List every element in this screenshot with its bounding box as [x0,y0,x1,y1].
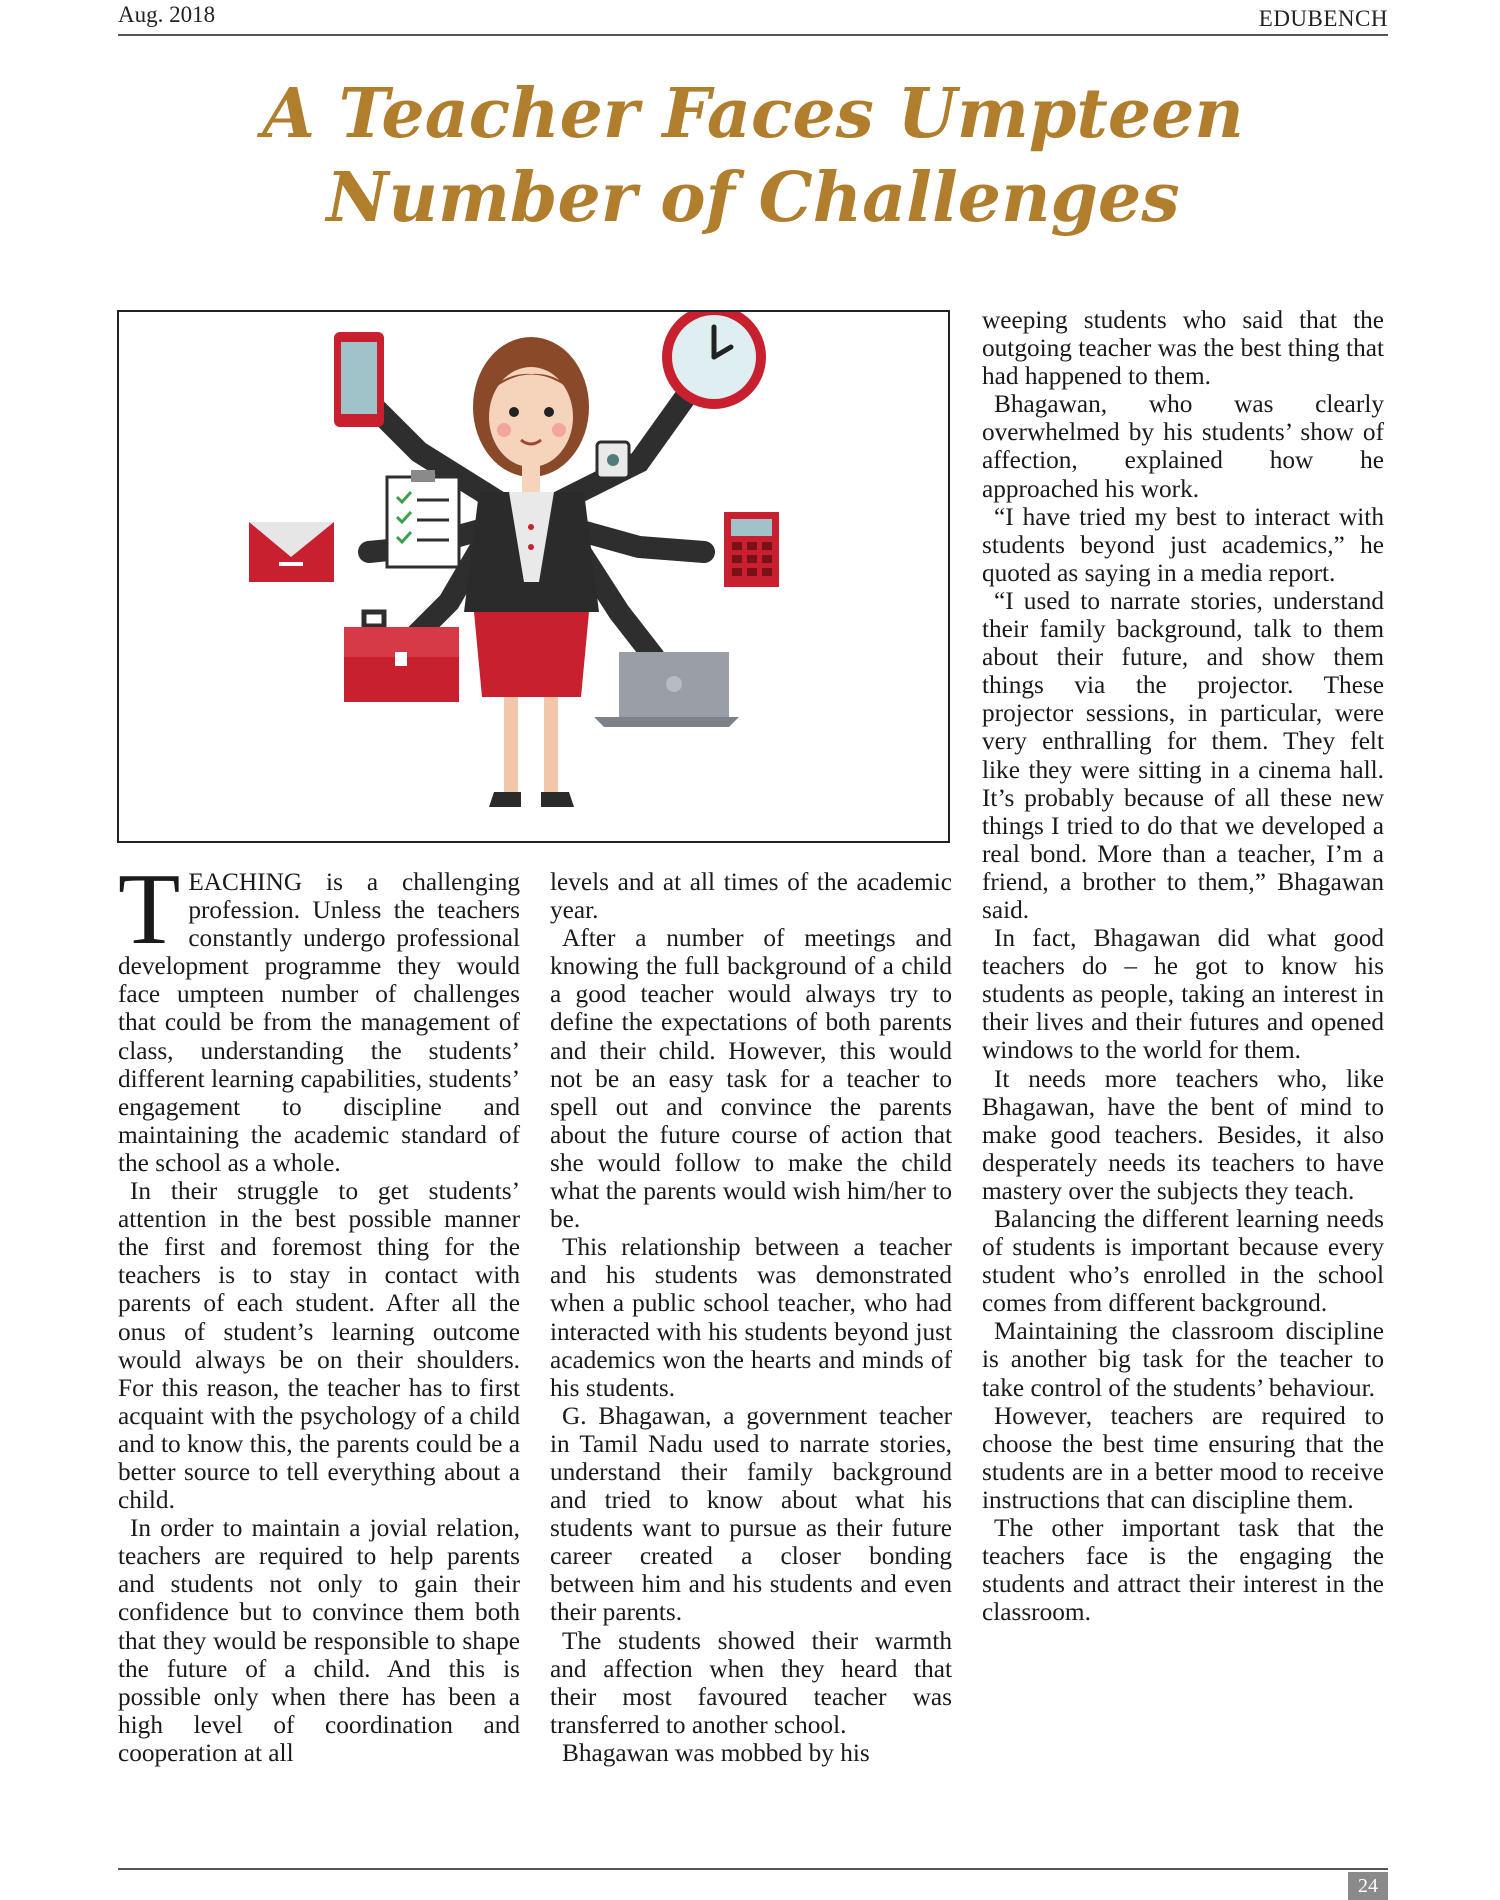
paragraph: This relationship between a teacher and his students was demonstrated when a public school teacher, who had interacted with his students beyond just academics won the hearts and minds of his students. [550,1233,952,1402]
paragraph: weeping students who said that the outgoing teacher was the best thing that had happened to them. [982,306,1384,391]
paragraph: “I used to narrate stories, understand their family background, talk to them about their future, and show them things via the projector. These projector sessions, in particular, were very enthralling for them. They felt like they were sitting in a cinema hall. It’s probably because of all these new things I tried to do that we developed a real bond. More than a teacher, I’m a friend, a brother to them,” Bhagawan said. [982,586,1384,924]
paragraph: It needs more teachers who, like Bhagawan, have the bent of mind to make good teachers. Besides, it also desperately needs its teachers to have mastery over the subjects they teach. [982,1064,1384,1205]
header-brand: EDUBENCH [1258,6,1388,31]
clipboard-icon [387,470,459,567]
header-date: Aug. 2018 [118,2,216,27]
dropcap: T [118,853,181,966]
laptop-icon [594,652,739,727]
paragraph: In fact, Bhagawan did what good teachers do – he got to know his students as people, taking an interest in their lives and their futures and opened windows to the world for them. [982,924,1384,1065]
teacher-figure [464,337,599,807]
paragraph: Balancing the different learning needs of students is important because every student who’s enrolled in the school comes from different background. [982,1205,1384,1318]
multitasking-teacher-illustration [119,312,948,841]
paragraph: In their struggle to get students’ attention in the best possible manner the first and foremost thing for the teachers is to stay in contact with parents of each student. After all the onus of student’s learning outcome would always be on their shoulders. For this reason, the teacher has to first acquaint with the psychology of a child and to know this, the parents could be a better source to tell everything about a child. [118,1177,520,1515]
paragraph: Bhagawan, who was clearly overwhelmed by his students’ show of affection, explained how he approached his work. [982,390,1384,503]
paragraph [118,853,520,1177]
footer-rule [118,1868,1388,1870]
envelope-icon [249,522,334,582]
calculator-icon [724,512,779,587]
paragraph: levels and at all times of the academic year. [550,868,952,925]
coffee-cup-icon [597,442,629,478]
paragraph: The students showed their warmth and affection when they heard that their most favoured teacher was transferred to another school. [550,1626,952,1739]
article-title [118,72,1388,240]
paragraph: “I have tried my best to interact with students beyond just academics,” he quoted as saying in a media report. [982,502,1384,587]
paragraph: The other important task that the teachers face is the engaging the students and attract their interest in the classroom. [982,1514,1384,1627]
title-line-2: Number of Challenges [326,158,1180,238]
title-line-1: A Teacher Faces Umpteen [262,74,1244,154]
article-column-3 [982,306,1384,1626]
paragraph: After a number of meetings and knowing the full background of a child a good teacher would always try to define the expectations of both parents and their child. However, this would not be an easy task for a teacher to spell out and convince the parents about the future course of action that she would follow to make the child what the parents would wish him/her to be. [550,924,952,1234]
article-column-2 [550,868,952,1767]
paragraph-text: EACHING is a challenging profession. Unless the teachers constantly undergo professional development programme they would face umpteen number of challenges that could be from the management of class, understanding the students’ different learning capabilities, students’ engagement to discipline and maintaining the academic standard of the school as a whole. [118,868,520,1177]
paragraph: However, teachers are required to choose the best time ensuring that the students are in a better mood to receive instructions that can discipline them. [982,1401,1384,1514]
briefcase-icon [344,612,459,702]
article-column-1 [118,853,520,1767]
paragraph: Bhagawan was mobbed by his [562,1738,870,1767]
header-rule [118,34,1388,36]
tablet-icon [334,332,384,427]
paragraph: G. Bhagawan, a government teacher in Tamil Nadu used to narrate stories, understand their family background and tried to know about what his students want to pursue as their future career created a closer bonding between him and his students and even their parents. [550,1401,952,1627]
illustration-frame [117,310,950,843]
page-number: 24 [1348,1872,1388,1900]
paragraph: Maintaining the classroom discipline is another big task for the teacher to take control of the students’ behaviour. [982,1317,1384,1402]
paragraph: In order to maintain a jovial relation, teachers are required to help parents and students not only to gain their confidence but to convince them both that they would be responsible to shape the future of a child. And this is possible only when there has been a high level of coordination and cooperation at all [118,1514,520,1767]
